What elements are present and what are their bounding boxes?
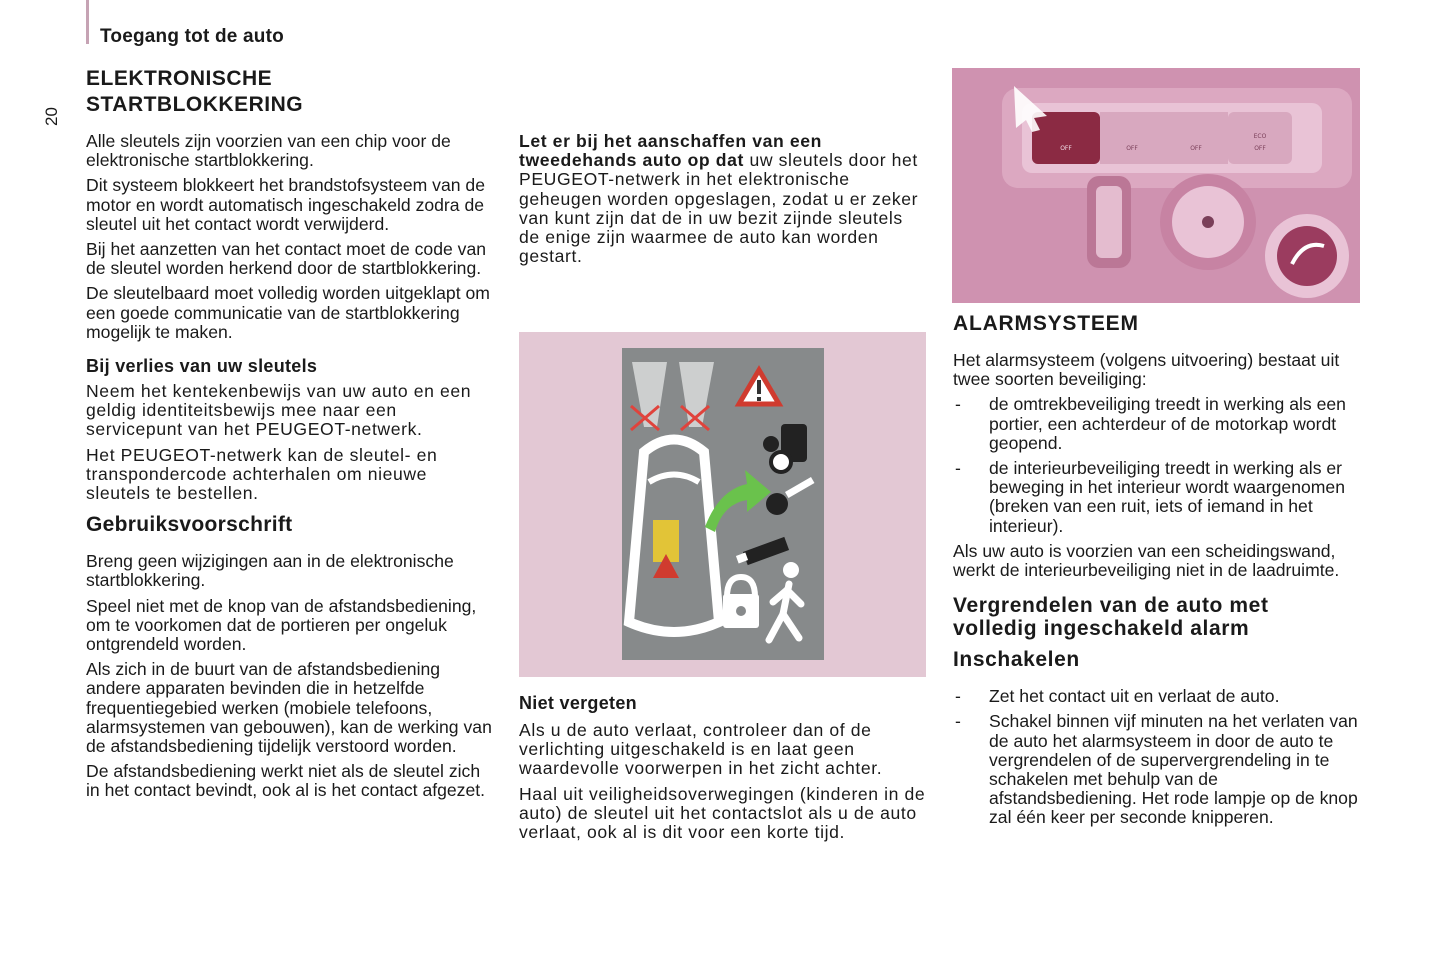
paragraph: Alle sleutels zijn voorzien van een chip voor de elektronische startblokkering.	[86, 131, 451, 171]
paragraph: De sleutelbaard moet volledig worden uitgeklapt om een goede communicatie van de startblokkering mogelijk te maken.	[86, 283, 490, 342]
button-label: ECO	[1253, 133, 1267, 140]
lock-heading-line-1: Vergrendelen van de auto met	[953, 594, 1269, 618]
paragraph: Speel niet met de knop van de afstandsbediening, om te voorkomen dat de portieren per ongeluk ontgrendeld worden.	[86, 595, 477, 655]
button-label: OFF	[1254, 145, 1266, 152]
page-number: 20	[42, 107, 61, 126]
used-car-note	[519, 132, 924, 272]
paragraph: Breng geen wijzigingen aan in de elektronische startblokkering.	[86, 551, 454, 591]
alarm-heading: ALARMSYSTEEM	[953, 312, 1139, 335]
alarm-types-list	[953, 395, 1361, 535]
usage-heading: Gebruiksvoorschrift	[86, 513, 293, 537]
paragraph: Het PEUGEOT-netwerk kan de sleutel- en transpondercode achterhalen om nieuwe sleutels te bestellen.	[86, 444, 438, 504]
margin-rule	[86, 0, 89, 44]
dashboard-illustration	[952, 68, 1360, 303]
enable-steps-list	[953, 687, 1361, 827]
button-label: OFF	[1060, 145, 1072, 152]
column-immobiliser	[86, 66, 496, 807]
button-label: OFF	[1190, 145, 1202, 152]
list-item: - de omtrekbeveiliging treedt in werking als een portier, een achterdeur of de motorkap wordt geopend.	[953, 395, 1361, 453]
list-item: - Zet het contact uit en verlaat de auto.	[953, 687, 1361, 706]
paragraph: Als zich in de buurt van de afstandsbediening andere apparaten bevinden die in hetzelfde frequentiegebied werken (mobiele telefoons, alarmsystemen van gebouwen), kan de werking van de afstandsbediening tijdelijk verstoord worden.	[86, 659, 492, 757]
enable-heading: Inschakelen	[953, 648, 1080, 672]
list-item: - Schakel binnen vijf minuten na het verlaten van de auto het alarmsysteem in door de auto te vergrendelen of de supervergrendeling in te schakelen met behulp van de afstandsbediening. Het rode lampje op de knop zal één keer per seconde knipperen.	[953, 712, 1361, 827]
paragraph: Neem het kentekenbewijs van uw auto en een geldig identiteitsbewijs mee naar een servicepunt van het PEUGEOT-netwerk.	[86, 381, 472, 440]
section-header: Toegang tot de auto	[100, 26, 284, 47]
column-alarm	[953, 312, 1361, 834]
alarm-button	[1032, 112, 1100, 164]
note-text: uw sleutels door het PEUGEOT-netwerk in het elektronische geheugen worden opgeslagen, zodat u er zeker van kunt zijn dat de in uw bezit zijnde sleutels de enige zijn waarmee de auto kan worden gestart.	[519, 150, 919, 267]
lock-heading-line-2: volledig ingeschakeld alarm	[953, 617, 1250, 641]
reminder-section	[519, 693, 929, 848]
button-label: OFF	[1126, 145, 1138, 152]
title-line-2: STARTBLOKKERING	[86, 93, 304, 116]
paragraph: Bij het aanzetten van het contact moet de code van de sleutel worden herkend door de startblokkering.	[86, 239, 487, 279]
list-item: - de interieurbeveiliging treedt in werking als er beweging in het interieur wordt waargenomen (breken van een ruit, iets of iemand in het interieur).	[953, 459, 1361, 536]
paragraph: Haal uit veiligheidsoverwegingen (kinderen in de auto) de sleutel uit het contactslot als u de auto verlaat, ook al is dit voor een korte tijd.	[519, 783, 926, 843]
note-bold: Let er bij het aanschaffen van een tweedehands auto op dat	[519, 131, 822, 171]
paragraph: Het alarmsysteem (volgens uitvoering) bestaat uit twee soorten beveiliging:	[953, 350, 1340, 390]
paragraph: Als u de auto verlaat, controleer dan of de verlichting uitgeschakeld is en laat geen waardevolle voorwerpen in het zicht achter.	[519, 720, 883, 779]
paragraph: Dit systeem blokkeert het brandstofsysteem van de motor en wordt automatisch ingeschakeld zodra de sleutel uit het contact wordt verwijderd.	[86, 175, 485, 234]
title-line-1: ELEKTRONISCHE	[86, 67, 273, 90]
loss-heading: Bij verlies van uw sleutels	[86, 356, 318, 377]
remember-heading: Niet vergeten	[519, 693, 637, 713]
paragraph: Als uw auto is voorzien van een scheidingswand, werkt de interieurbeveiliging niet in de laadruimte.	[953, 540, 1340, 581]
reminder-illustration	[519, 332, 926, 677]
paragraph: De afstandsbediening werkt niet als de sleutel zich in het contact bevindt, ook al is het contact afgezet.	[86, 761, 486, 801]
